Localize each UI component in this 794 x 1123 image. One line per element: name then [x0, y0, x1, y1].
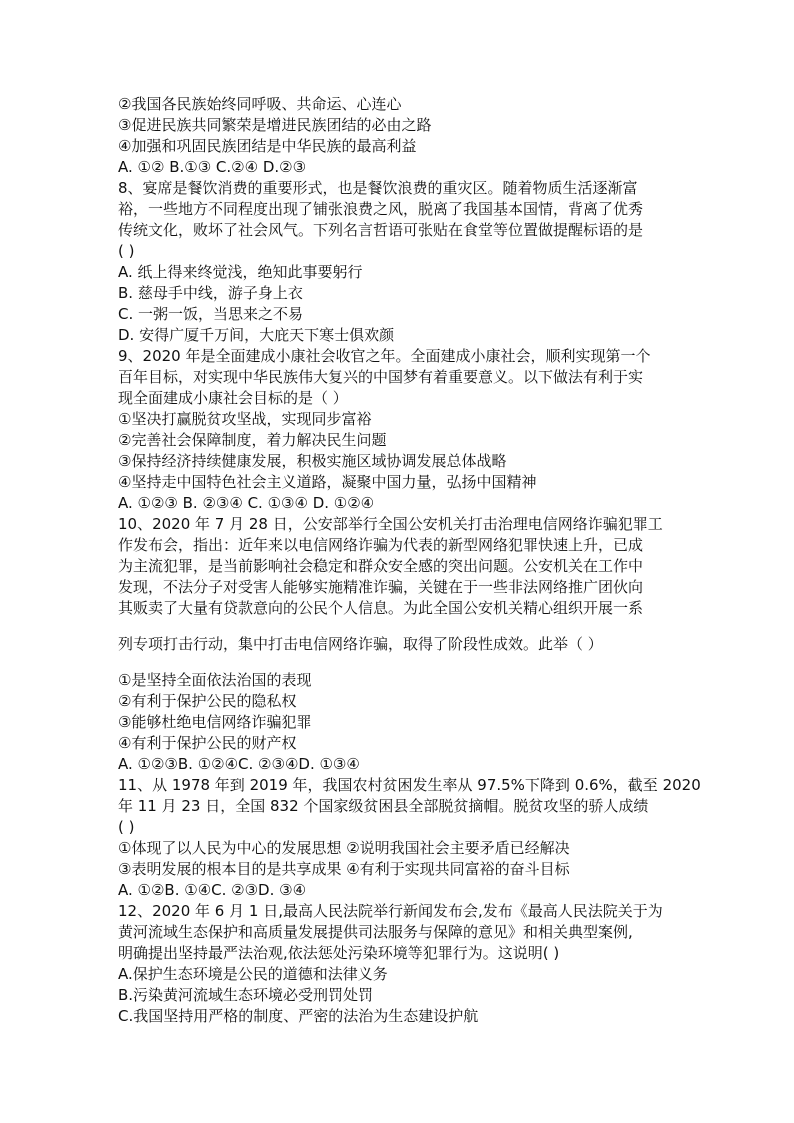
statement-item: ④有利于保护公民的财产权 [118, 734, 297, 752]
text-line: ③促进民族共同繁荣是增进民族团结的必由之路 [118, 116, 432, 134]
paragraph-gap [118, 655, 678, 670]
statement-item: ②有利于保护公民的隐私权 [118, 692, 297, 710]
statement-pair: ①体现了以人民为中心的发展思想 ②说明我国社会主要矛盾已经解决 [118, 839, 570, 857]
statement-item: ③保持经济持续健康发展，积极实施区域协调发展总体战略 [118, 452, 507, 470]
statement-item: ①坚决打赢脱贫攻坚战，实现同步富裕 [118, 410, 372, 428]
text-line: 现全面建成小康社会目标的是（ ） [118, 389, 348, 407]
statement-item: ④坚持走中国特色社会主义道路，凝聚中国力量，弘扬中国精神 [118, 473, 537, 491]
statement-item: ②完善社会保障制度，着力解决民生问题 [118, 431, 387, 449]
statement-pair: ③表明发展的根本目的是共享成果 ④有利于实现共同富裕的奋斗目标 [118, 860, 570, 878]
answer-options: A. ①② B.①③ C.②④ D.②③ [118, 158, 307, 176]
question-10-stem: 10、2020 年 7 月 28 日，公安部举行全国公安机关打击治理电信网络诈骗犯罪工 [118, 515, 663, 533]
answer-options: A. ①②③ B. ②③④ C. ①③④ D. ①②④ [118, 494, 375, 512]
answer-blank: ( ) [118, 242, 135, 260]
answer-options: A. ①②B. ①④C. ②③D. ③④ [118, 881, 307, 899]
question-11-stem: 11、从 1978 年到 2019 年，我国农村贫困发生率从 97.5%下降到 0.6%，截至 2020 [118, 776, 701, 794]
text-line: 列专项打击行动，集中打击电信网络诈骗，取得了阶段性成效。此举（ ） [118, 635, 603, 653]
text-line: 年 11 月 23 日，全国 832 个国家级贫困县全部脱贫摘帽。脱贫攻坚的骄人成绩 [118, 797, 649, 815]
text-line: ④加强和巩固民族团结是中华民族的最高利益 [118, 137, 417, 155]
option-c: C. 一粥一饭，当思来之不易 [118, 305, 304, 323]
text-line: 裕，一些地方不同程度出现了铺张浪费之风，脱离了我国基本国情，背离了优秀 [118, 200, 644, 218]
answer-blank: ( ) [118, 818, 135, 836]
text-line: 明确提出坚持最严法治观,依法惩处污染环境等犯罪行为。这说明( ) [118, 944, 560, 962]
text-line: 传统文化，败坏了社会风气。下列名言哲语可张贴在食堂等位置做提醒标语的是 [118, 221, 644, 239]
statement-item: ①是坚持全面依法治国的表现 [118, 671, 312, 689]
option-a: A. 纸上得来终觉浅，绝知此事要躬行 [118, 263, 363, 281]
question-8-stem: 8、宴席是餐饮消费的重要形式，也是餐饮浪费的重灾区。随着物质生活逐渐富 [118, 179, 638, 197]
answer-options: A. ①②③B. ①②④C. ②③④D. ①③④ [118, 755, 360, 773]
option-a: A.保护生态环境是公民的道德和法律义务 [118, 965, 388, 983]
statement-item: ③能够杜绝电信网络诈骗犯罪 [118, 713, 312, 731]
text-line: ②我国各民族始终同呼吸、共命运、心连心 [118, 95, 402, 113]
text-line: 为主流犯罪，是当前影响社会稳定和群众安全感的突出问题。公安机关在工作中 [118, 557, 644, 575]
paragraph-gap [118, 619, 678, 634]
option-b: B. 慈母手中线，游子身上衣 [118, 284, 303, 302]
text-line: 黄河流域生态保护和高质量发展提供司法服务与保障的意见》和相关典型案例, [118, 923, 633, 941]
text-line: 其贩卖了大量有贷款意向的公民个人信息。为此全国公安机关精心组织开展一系 [118, 599, 644, 617]
option-d: D. 安得广厦千万间，大庇天下寒士俱欢颜 [118, 326, 395, 344]
page-content [118, 94, 701, 1027]
option-b: B.污染黄河流域生态环境必受刑罚处罚 [118, 986, 374, 1004]
text-line: 百年目标，对实现中华民族伟大复兴的中国梦有着重要意义。以下做法有利于实 [118, 368, 644, 386]
question-12-stem: 12、2020 年 6 月 1 日,最高人民法院举行新闻发布会,发布《最高人民法院关于为 [118, 902, 663, 920]
text-line: 发现，不法分子对受害人能够实施精准诈骗，关键在于一些非法网络推广团伙向 [118, 578, 644, 596]
text-line: 作发布会，指出：近年来以电信网络诈骗为代表的新型网络犯罪快速上升，已成 [118, 536, 644, 554]
option-c: C.我国坚持用严格的制度、严密的法治为生态建设护航 [118, 1007, 479, 1025]
question-9-stem: 9、2020 年是全面建成小康社会收官之年。全面建成小康社会，顺利实现第一个 [118, 347, 651, 365]
